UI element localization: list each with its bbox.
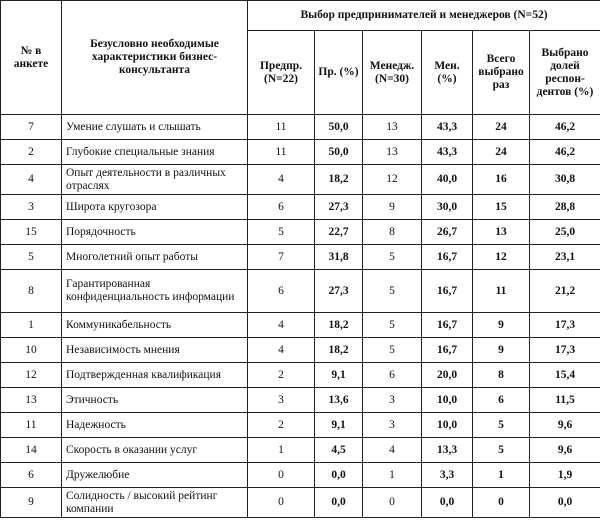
table-row <box>1 115 600 140</box>
col-header-men: Менедж. (N=30) <box>363 31 422 115</box>
row-attribute: Этичность <box>62 388 248 413</box>
row-share: 25,0 <box>530 220 600 245</box>
table-row <box>1 165 600 195</box>
row-num: 8 <box>1 270 62 313</box>
table-row <box>1 245 600 270</box>
row-total: 0 <box>473 488 530 518</box>
row-share: 46,2 <box>530 115 600 140</box>
row-total: 15 <box>473 195 530 220</box>
row-pred-pct: 13,6 <box>315 388 363 413</box>
row-pred: 5 <box>248 220 315 245</box>
row-men: 0 <box>363 488 422 518</box>
row-num: 13 <box>1 388 62 413</box>
row-total: 6 <box>473 388 530 413</box>
table-row <box>1 270 600 313</box>
row-men: 3 <box>363 388 422 413</box>
row-attribute: Порядочность <box>62 220 248 245</box>
row-pred: 4 <box>248 165 315 195</box>
row-men-pct: 10,0 <box>422 388 473 413</box>
row-total: 11 <box>473 270 530 313</box>
row-men-pct: 16,7 <box>422 338 473 363</box>
row-pred-pct: 9,1 <box>315 363 363 388</box>
row-men: 5 <box>363 270 422 313</box>
col-header-pred-pct: Пр. (%) <box>315 31 363 115</box>
row-share: 21,2 <box>530 270 600 313</box>
row-pred: 0 <box>248 463 315 488</box>
row-num: 15 <box>1 220 62 245</box>
row-pred: 1 <box>248 438 315 463</box>
row-men: 5 <box>363 338 422 363</box>
row-pred: 4 <box>248 338 315 363</box>
group-header: Выбор предпринимателей и менеджеров (N=52) <box>248 1 600 31</box>
row-attribute: Надежность <box>62 413 248 438</box>
row-num: 4 <box>1 165 62 195</box>
row-pred-pct: 27,3 <box>315 270 363 313</box>
row-men: 13 <box>363 140 422 165</box>
row-pred-pct: 22,7 <box>315 220 363 245</box>
row-pred-pct: 50,0 <box>315 115 363 140</box>
table-row <box>1 413 600 438</box>
row-attribute: Опыт деятельности в различных отраслях <box>62 165 248 195</box>
row-men: 12 <box>363 165 422 195</box>
row-num: 2 <box>1 140 62 165</box>
row-men-pct: 16,7 <box>422 313 473 338</box>
row-attribute: Скорость в оказании услуг <box>62 438 248 463</box>
row-men: 3 <box>363 413 422 438</box>
row-attribute: Коммуникабельность <box>62 313 248 338</box>
row-pred: 6 <box>248 195 315 220</box>
row-share: 11,5 <box>530 388 600 413</box>
row-pred: 0 <box>248 488 315 518</box>
row-men-pct: 26,7 <box>422 220 473 245</box>
table-row <box>1 463 600 488</box>
row-pred-pct: 18,2 <box>315 338 363 363</box>
row-num: 6 <box>1 463 62 488</box>
row-total: 13 <box>473 220 530 245</box>
row-total: 9 <box>473 338 530 363</box>
row-men-pct: 3,3 <box>422 463 473 488</box>
row-pred-pct: 31,8 <box>315 245 363 270</box>
row-share: 1,9 <box>530 463 600 488</box>
row-share: 17,3 <box>530 313 600 338</box>
table-row <box>1 195 600 220</box>
row-num: 10 <box>1 338 62 363</box>
table-row <box>1 388 600 413</box>
row-men: 13 <box>363 115 422 140</box>
row-pred: 3 <box>248 388 315 413</box>
row-share: 30,8 <box>530 165 600 195</box>
num-header: № в анкете <box>1 1 62 115</box>
row-men-pct: 43,3 <box>422 140 473 165</box>
row-share: 15,4 <box>530 363 600 388</box>
table-row <box>1 363 600 388</box>
row-total: 5 <box>473 413 530 438</box>
row-total: 1 <box>473 463 530 488</box>
row-men-pct: 30,0 <box>422 195 473 220</box>
row-men: 8 <box>363 220 422 245</box>
table-row <box>1 140 600 165</box>
row-men: 6 <box>363 363 422 388</box>
row-share: 9,6 <box>530 438 600 463</box>
row-share: 28,8 <box>530 195 600 220</box>
row-men-pct: 13,3 <box>422 438 473 463</box>
row-pred-pct: 18,2 <box>315 165 363 195</box>
row-num: 11 <box>1 413 62 438</box>
row-pred-pct: 50,0 <box>315 140 363 165</box>
row-pred: 6 <box>248 270 315 313</box>
row-pred-pct: 0,0 <box>315 488 363 518</box>
row-pred-pct: 18,2 <box>315 313 363 338</box>
row-pred-pct: 9,1 <box>315 413 363 438</box>
row-pred: 4 <box>248 313 315 338</box>
row-num: 9 <box>1 488 62 518</box>
row-pred-pct: 0,0 <box>315 463 363 488</box>
row-share: 0,0 <box>530 488 600 518</box>
row-attribute: Умение слушать и слышать <box>62 115 248 140</box>
row-total: 9 <box>473 313 530 338</box>
row-attribute: Многолетний опыт работы <box>62 245 248 270</box>
row-men-pct: 16,7 <box>422 245 473 270</box>
table-row <box>1 313 600 338</box>
row-share: 9,6 <box>530 413 600 438</box>
row-men-pct: 16,7 <box>422 270 473 313</box>
row-num: 3 <box>1 195 62 220</box>
header-row-top <box>1 1 600 31</box>
col-header-men-pct: Мен. (%) <box>422 31 473 115</box>
row-men: 9 <box>363 195 422 220</box>
row-attribute: Широта кругозора <box>62 195 248 220</box>
row-num: 1 <box>1 313 62 338</box>
row-men-pct: 40,0 <box>422 165 473 195</box>
row-pred: 7 <box>248 245 315 270</box>
row-total: 8 <box>473 363 530 388</box>
row-men: 1 <box>363 463 422 488</box>
row-men-pct: 20,0 <box>422 363 473 388</box>
row-total: 5 <box>473 438 530 463</box>
row-men: 5 <box>363 313 422 338</box>
row-attribute: Подтвержденная квалификация <box>62 363 248 388</box>
table-row <box>1 488 600 518</box>
row-pred: 2 <box>248 413 315 438</box>
row-num: 12 <box>1 363 62 388</box>
row-attribute: Гарантированная конфиденциальность информации <box>62 270 248 313</box>
row-men-pct: 10,0 <box>422 413 473 438</box>
row-pred-pct: 27,3 <box>315 195 363 220</box>
row-men: 5 <box>363 245 422 270</box>
row-pred: 11 <box>248 115 315 140</box>
col-header-share: Выбрано долей респон-дентов (%) <box>530 31 600 115</box>
row-total: 16 <box>473 165 530 195</box>
row-total: 24 <box>473 140 530 165</box>
col-header-pred: Предпр. (N=22) <box>248 31 315 115</box>
row-men: 4 <box>363 438 422 463</box>
table-row <box>1 438 600 463</box>
row-pred-pct: 4,5 <box>315 438 363 463</box>
row-share: 46,2 <box>530 140 600 165</box>
row-total: 12 <box>473 245 530 270</box>
row-share: 23,1 <box>530 245 600 270</box>
row-total: 24 <box>473 115 530 140</box>
row-num: 14 <box>1 438 62 463</box>
row-share: 17,3 <box>530 338 600 363</box>
row-men-pct: 43,3 <box>422 115 473 140</box>
table-row <box>1 220 600 245</box>
row-num: 5 <box>1 245 62 270</box>
col-header-total: Всего выбрано раз <box>473 31 530 115</box>
row-pred: 2 <box>248 363 315 388</box>
row-men-pct: 0,0 <box>422 488 473 518</box>
row-attribute: Солидность / высокий рейтинг компании <box>62 488 248 518</box>
row-attribute: Независимость мнения <box>62 338 248 363</box>
row-attribute: Глубокие специальные знания <box>62 140 248 165</box>
row-attribute: Дружелюбие <box>62 463 248 488</box>
row-pred: 11 <box>248 140 315 165</box>
table-row <box>1 338 600 363</box>
attribute-header: Безусловно необходимые характеристики бизнес-консультанта <box>62 1 248 115</box>
row-num: 7 <box>1 115 62 140</box>
